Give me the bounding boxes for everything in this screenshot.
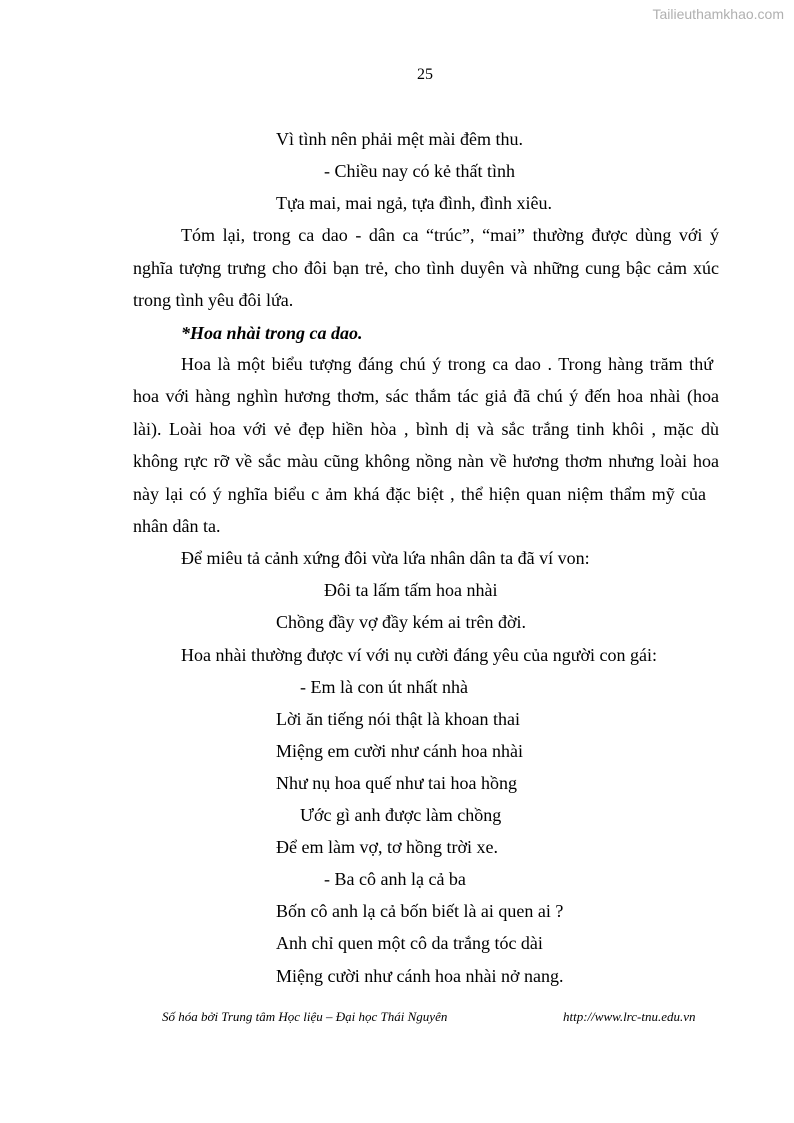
paragraph-line: Hoa là một biểu tượng đáng chú ý trong ca dao . Trong hàng trăm thứ [181, 354, 713, 374]
poem-line: - Ba cô anh lạ cả ba [324, 869, 466, 889]
section-heading: *Hoa nhài trong ca dao. [181, 323, 363, 343]
footer-source: Số hóa bởi Trung tâm Học liệu – Đại học Thái Nguyên [162, 1009, 448, 1024]
paragraph-line: Để miêu tả cảnh xứng đôi vừa lứa nhân dân ta đã ví von: [181, 548, 590, 568]
poem-line: Lời ăn tiếng nói thật là khoan thai [276, 709, 520, 729]
footer-url[interactable]: http://www.lrc-tnu.edu.vn [563, 1009, 696, 1024]
poem-line: Để em làm vợ, tơ hồng trời xe. [276, 837, 499, 857]
paragraph-line: không rực rỡ về sắc màu cũng không nồng nàn về hương thơm nhưng loài hoa [133, 451, 719, 471]
poem-line: - Chiều nay có kẻ thất tình [324, 161, 515, 181]
page-number: 25 [417, 66, 433, 83]
paragraph-line: Tóm lại, trong ca dao - dân ca “trúc”, “mai” thường được dùng với ý [181, 225, 719, 245]
poem-line: Anh chỉ quen một cô da trắng tóc dài [276, 933, 543, 953]
paragraph-line: nhân dân ta. [133, 516, 221, 536]
poem-line: Miệng cười như cánh hoa nhài nở nang. [276, 966, 564, 986]
paragraph-line: này lại có ý nghĩa biểu c ảm khá đặc biệt , thể hiện quan niệm thẩm mỹ của [133, 484, 706, 504]
paragraph-line: hoa với hàng nghìn hương thơm, sác thắm tác giả đã chú ý đến hoa nhài (hoa [133, 386, 719, 406]
poem-line: Vì tình nên phải mệt mài đêm thu. [276, 129, 523, 149]
poem-line: Như nụ hoa quế như tai hoa hồng [276, 773, 517, 793]
paragraph-line: nghĩa tượng trưng cho đôi bạn trẻ, cho tình duyên và những cung bậc cảm xúc [133, 258, 719, 278]
paragraph-line: Hoa nhài thường được ví với nụ cười đáng yêu của người con gái: [181, 645, 658, 665]
poem-line: Bốn cô anh lạ cả bốn biết là ai quen ai ? [276, 901, 564, 921]
poem-line: Miệng em cười như cánh hoa nhài [276, 741, 523, 761]
watermark: Tailieuthamkhao.com [652, 6, 784, 22]
paragraph-line: lài). Loài hoa với vẻ đẹp hiền hòa , bình dị và sắc trắng tinh khôi , mặc dù [133, 419, 719, 439]
poem-line: Tựa mai, mai ngả, tựa đình, đình xiêu. [276, 193, 552, 213]
poem-line: Đôi ta lấm tấm hoa nhài [324, 580, 498, 600]
poem-line: - Em là con út nhất nhà [300, 677, 468, 697]
paragraph-line: trong tình yêu đôi lứa. [133, 290, 294, 310]
poem-line: Ước gì anh được làm chồng [300, 805, 502, 825]
poem-line: Chồng đầy vợ đầy kém ai trên đời. [276, 612, 526, 632]
